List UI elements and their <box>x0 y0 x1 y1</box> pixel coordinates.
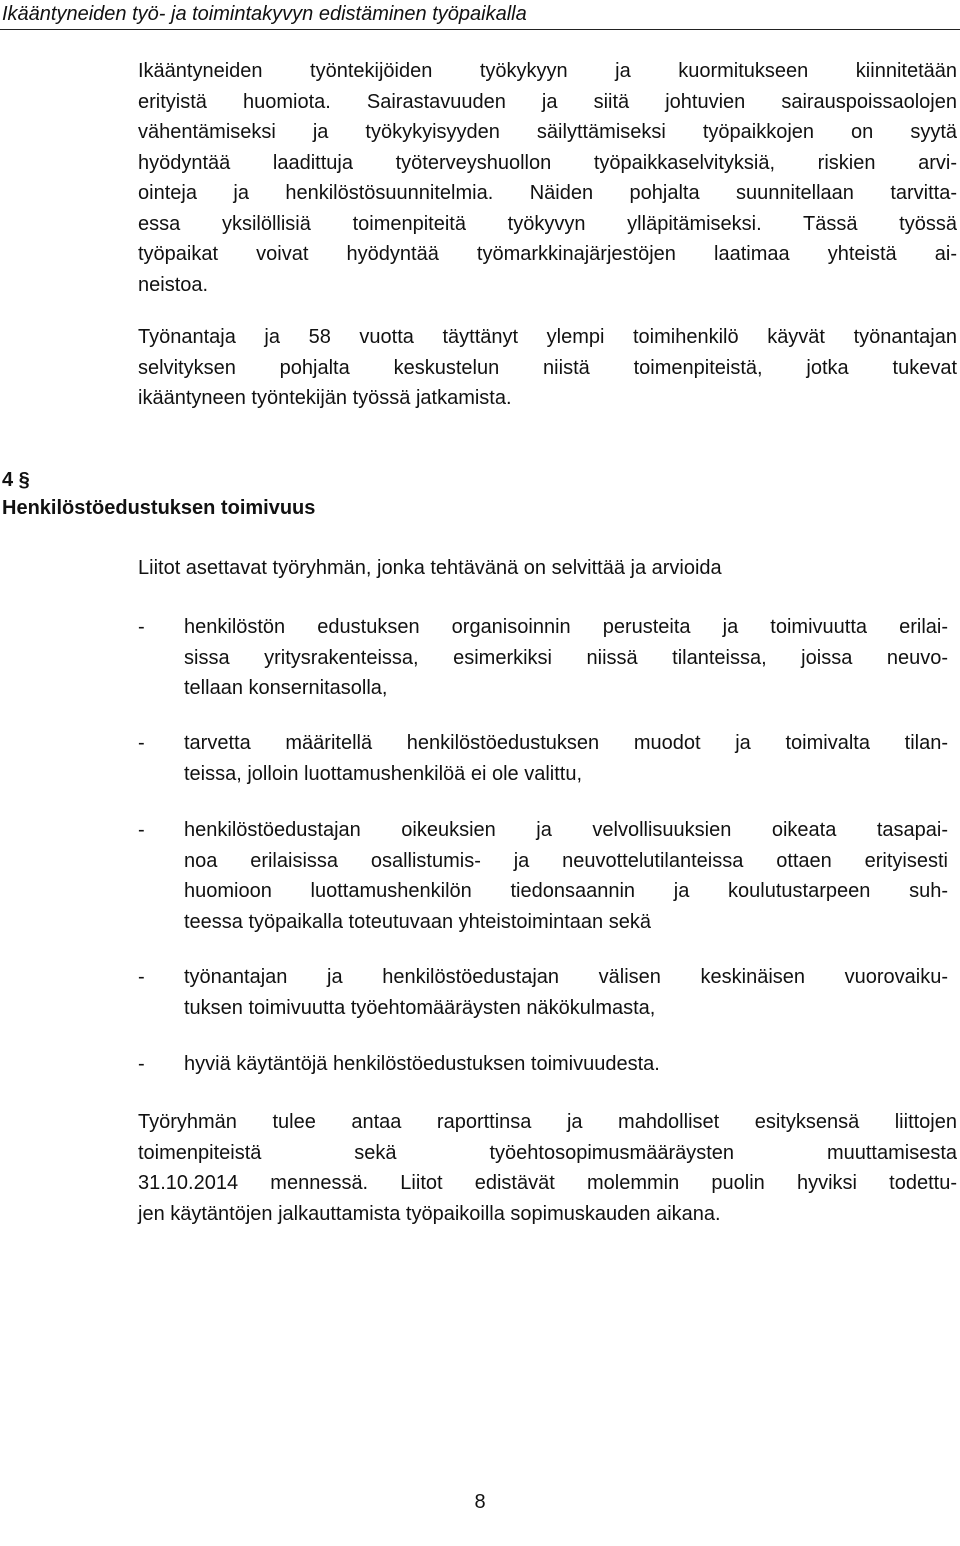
bullet-marker: - <box>138 616 145 638</box>
section-intro <box>138 553 957 584</box>
bullet-line: teissa, jolloin luottamushenkilöä ei ole valittu, <box>184 762 582 785</box>
bullet-marker: - <box>138 732 145 754</box>
paragraph-line: Liitot asettavat työryhmän, jonka tehtävänä on selvittää ja arvioida <box>138 557 722 579</box>
intro-paragraph-2 <box>138 322 957 414</box>
paragraph-line: essa yksilöllisiä toimenpiteitä työkyvyn ylläpitämiseksi. Tässä työssä <box>138 212 957 235</box>
page-title: Ikääntyneiden työ- ja toimintakyvyn edistäminen työpaikalla <box>2 3 527 25</box>
bullet-line: henkilöstön edustuksen organisoinnin perusteita ja toimivuutta erilai- <box>184 616 948 638</box>
paragraph-line: toimenpiteistä sekä työehtosopimusmääräysten muuttamisesta <box>138 1141 957 1164</box>
section-title: Henkilöstöedustuksen toimivuus <box>2 497 316 519</box>
bullet-item-3 <box>184 815 948 937</box>
bullet-line: henkilöstöedustajan oikeuksien ja velvollisuuksien oikeata tasapai- <box>184 819 948 841</box>
paragraph-line: neistoa. <box>138 273 209 296</box>
closing-paragraph <box>138 1107 957 1229</box>
page-number: 8 <box>474 1491 486 1513</box>
paragraph-line: 31.10.2014 mennessä. Liitot edistävät molemmin puolin hyviksi todettu- <box>138 1172 957 1194</box>
paragraph-line: ikääntyneen työntekijän työssä jatkamista. <box>138 387 512 409</box>
bullet-item-1 <box>184 612 948 704</box>
section-number: 4 § <box>2 469 30 491</box>
paragraph-line: ointeja ja henkilöstösuunnitelmia. Näiden pohjalta suunnitellaan tarvitta- <box>138 182 957 204</box>
bullet-marker: - <box>138 966 145 988</box>
paragraph-line: hyödyntää laadittuja työterveyshuollon työpaikkaselvityksiä, riskien arvi- <box>138 151 957 174</box>
bullet-line: tuksen toimivuutta työehtomääräysten näkökulmasta, <box>184 996 656 1019</box>
bullet-line: sissa yritysrakenteissa, esimerkiksi niissä tilanteissa, joissa neuvo- <box>184 646 948 669</box>
paragraph-line: erityistä huomiota. Sairastavuuden ja siitä johtuvien sairauspoissaolojen <box>138 90 957 113</box>
intro-paragraph-1 <box>138 56 957 300</box>
paragraph-line: Työryhmän tulee antaa raporttinsa ja mahdolliset esityksensä liittojen <box>138 1111 957 1133</box>
bullet-item-5 <box>184 1049 948 1080</box>
paragraph-line: selvityksen pohjalta keskustelun niistä toimenpiteistä, jotka tukevat <box>138 356 957 379</box>
bullet-item-4 <box>184 962 948 1023</box>
bullet-line: hyviä käytäntöjä henkilöstöedustuksen toimivuudesta. <box>184 1053 660 1075</box>
bullet-line: noa erilaisissa osallistumis- ja neuvottelutilanteissa ottaen erityisesti <box>184 849 948 872</box>
bullet-marker: - <box>138 1053 145 1075</box>
bullet-item-2 <box>184 728 948 789</box>
bullet-line: huomioon luottamushenkilön tiedonsaannin ja koulutustarpeen suh- <box>184 880 948 902</box>
paragraph-line: työpaikat voivat hyödyntää työmarkkinajärjestöjen laatimaa yhteistä ai- <box>138 243 957 265</box>
paragraph-line: jen käytäntöjen jalkauttamista työpaikoilla sopimuskauden aikana. <box>138 1202 721 1225</box>
paragraph-line: Ikääntyneiden työntekijöiden työkykyyn ja kuormitukseen kiinnitetään <box>138 60 957 82</box>
bullet-line: työnantajan ja henkilöstöedustajan välisen keskinäisen vuorovaiku- <box>184 966 948 988</box>
paragraph-line: Työnantaja ja 58 vuotta täyttänyt ylempi toimihenkilö käyvät työnantajan <box>138 326 957 348</box>
bullet-line: tellaan konsernitasolla, <box>184 677 388 699</box>
paragraph-line: vähentämiseksi ja työkykyisyyden säilyttämiseksi työpaikkojen on syytä <box>138 121 957 143</box>
bullet-line: tarvetta määritellä henkilöstöedustuksen muodot ja toimivalta tilan- <box>184 732 948 754</box>
title-divider <box>0 29 960 30</box>
bullet-line: teessa työpaikalla toteutuvaan yhteistoimintaan sekä <box>184 910 651 933</box>
bullet-marker: - <box>138 819 145 841</box>
